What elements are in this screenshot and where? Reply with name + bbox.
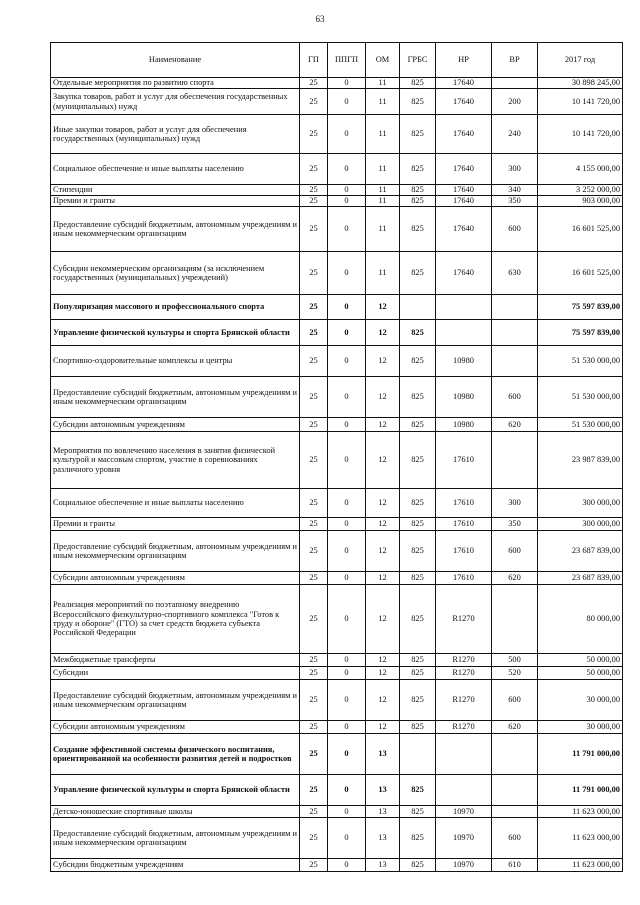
table-row	[51, 721, 623, 734]
cell-np: 17610	[436, 489, 492, 518]
cell-ppgp: 0	[328, 252, 366, 295]
table-row	[51, 489, 623, 518]
table-row	[51, 531, 623, 572]
cell-name: Управление физической культуры и спорта Брянской области	[51, 320, 300, 346]
cell-grbs: 825	[400, 654, 436, 667]
cell-gp: 25	[300, 252, 328, 295]
table-row	[51, 295, 623, 320]
header-om: ОМ	[366, 43, 400, 78]
cell-grbs: 825	[400, 721, 436, 734]
cell-vr	[492, 585, 538, 654]
cell-ppgp: 0	[328, 572, 366, 585]
cell-np: 10980	[436, 346, 492, 377]
cell-name: Спортивно-оздоровительные комплексы и центры	[51, 346, 300, 377]
header-ppgp: ППГП	[328, 43, 366, 78]
cell-om: 11	[366, 154, 400, 185]
cell-gp: 25	[300, 78, 328, 89]
cell-sum: 30 000,00	[538, 721, 623, 734]
cell-name: Популяризация массового и профессионального спорта	[51, 295, 300, 320]
cell-np: 17640	[436, 185, 492, 196]
cell-gp: 25	[300, 154, 328, 185]
cell-gp: 25	[300, 89, 328, 115]
cell-om: 12	[366, 654, 400, 667]
table-row	[51, 806, 623, 818]
cell-np: 17640	[436, 207, 492, 252]
cell-grbs: 825	[400, 252, 436, 295]
cell-om: 12	[366, 667, 400, 680]
cell-name: Премии и гранты	[51, 518, 300, 531]
cell-np: 10970	[436, 859, 492, 872]
cell-ppgp: 0	[328, 295, 366, 320]
cell-grbs: 825	[400, 667, 436, 680]
cell-ppgp: 0	[328, 721, 366, 734]
cell-np: 17640	[436, 89, 492, 115]
cell-vr: 620	[492, 572, 538, 585]
cell-np: 10970	[436, 806, 492, 818]
table-row	[51, 252, 623, 295]
cell-np: R1270	[436, 585, 492, 654]
cell-gp: 25	[300, 418, 328, 432]
cell-name: Предоставление субсидий бюджетным, автономным учреждениям и иным некоммерческим организациям	[51, 207, 300, 252]
header-grbs: ГРБС	[400, 43, 436, 78]
cell-vr: 630	[492, 252, 538, 295]
cell-vr: 200	[492, 89, 538, 115]
cell-ppgp: 0	[328, 78, 366, 89]
cell-gp: 25	[300, 667, 328, 680]
table-row	[51, 734, 623, 775]
header-name: Наименование	[51, 43, 300, 78]
cell-vr: 600	[492, 207, 538, 252]
cell-gp: 25	[300, 432, 328, 489]
cell-np	[436, 734, 492, 775]
cell-grbs: 825	[400, 806, 436, 818]
cell-sum: 16 601 525,00	[538, 252, 623, 295]
cell-om: 12	[366, 585, 400, 654]
table-row	[51, 572, 623, 585]
cell-sum: 51 530 000,00	[538, 418, 623, 432]
cell-np: 17640	[436, 196, 492, 207]
cell-name: Субсидии некоммерческим организациям (за исключением государственных (муниципальных) учреждений)	[51, 252, 300, 295]
cell-om: 13	[366, 818, 400, 859]
cell-np: 17610	[436, 518, 492, 531]
cell-name: Предоставление субсидий бюджетным, автономным учреждениям и иным некоммерческим организациям	[51, 818, 300, 859]
cell-sum: 75 597 839,00	[538, 295, 623, 320]
cell-name: Стипендии	[51, 185, 300, 196]
cell-name: Субсидии	[51, 667, 300, 680]
header-gp: ГП	[300, 43, 328, 78]
cell-np	[436, 320, 492, 346]
cell-om: 11	[366, 78, 400, 89]
cell-sum: 4 155 000,00	[538, 154, 623, 185]
cell-vr	[492, 320, 538, 346]
cell-grbs: 825	[400, 518, 436, 531]
cell-ppgp: 0	[328, 667, 366, 680]
cell-gp: 25	[300, 115, 328, 154]
cell-name: Социальное обеспечение и иные выплаты населению	[51, 489, 300, 518]
cell-om: 12	[366, 531, 400, 572]
cell-om: 12	[366, 377, 400, 418]
table-row	[51, 346, 623, 377]
cell-vr	[492, 432, 538, 489]
header-vr: ВР	[492, 43, 538, 78]
cell-ppgp: 0	[328, 432, 366, 489]
cell-ppgp: 0	[328, 585, 366, 654]
cell-vr	[492, 806, 538, 818]
table-row	[51, 418, 623, 432]
cell-name: Реализация мероприятий по поэтапному внедрению Всероссийского физкультурно-спортивного комплекса "Готов к труду и обороне" (ГТО) за счет средств бюджета субъекта Российской Федерации	[51, 585, 300, 654]
cell-grbs: 825	[400, 320, 436, 346]
cell-name: Создание эффективной системы физического воспитания, ориентированной на особенности развития детей и подростков	[51, 734, 300, 775]
cell-sum: 23 687 839,00	[538, 572, 623, 585]
cell-sum: 50 000,00	[538, 654, 623, 667]
cell-name: Субсидии автономным учреждениям	[51, 721, 300, 734]
cell-sum: 30 000,00	[538, 680, 623, 721]
cell-sum: 11 623 000,00	[538, 806, 623, 818]
cell-vr: 350	[492, 196, 538, 207]
cell-om: 12	[366, 418, 400, 432]
cell-sum: 23 687 839,00	[538, 531, 623, 572]
cell-np: R1270	[436, 680, 492, 721]
cell-om: 11	[366, 89, 400, 115]
cell-grbs: 825	[400, 377, 436, 418]
cell-gp: 25	[300, 531, 328, 572]
cell-ppgp: 0	[328, 489, 366, 518]
cell-gp: 25	[300, 346, 328, 377]
cell-om: 12	[366, 320, 400, 346]
cell-np: 10980	[436, 418, 492, 432]
cell-gp: 25	[300, 585, 328, 654]
cell-np	[436, 775, 492, 806]
cell-gp: 25	[300, 489, 328, 518]
cell-sum: 903 000,00	[538, 196, 623, 207]
cell-np: 17640	[436, 78, 492, 89]
cell-ppgp: 0	[328, 185, 366, 196]
cell-ppgp: 0	[328, 115, 366, 154]
cell-gp: 25	[300, 859, 328, 872]
cell-np: 17640	[436, 115, 492, 154]
table-row	[51, 775, 623, 806]
cell-om: 12	[366, 518, 400, 531]
cell-name: Управление физической культуры и спорта Брянской области	[51, 775, 300, 806]
cell-om: 11	[366, 196, 400, 207]
cell-grbs: 825	[400, 418, 436, 432]
cell-sum: 30 898 245,00	[538, 78, 623, 89]
cell-grbs: 825	[400, 115, 436, 154]
cell-grbs: 825	[400, 489, 436, 518]
cell-ppgp: 0	[328, 654, 366, 667]
cell-ppgp: 0	[328, 680, 366, 721]
cell-vr: 350	[492, 518, 538, 531]
cell-vr: 600	[492, 680, 538, 721]
cell-om: 11	[366, 115, 400, 154]
cell-vr: 300	[492, 489, 538, 518]
cell-ppgp: 0	[328, 806, 366, 818]
cell-name: Отдельные мероприятия по развитию спорта	[51, 78, 300, 89]
cell-grbs: 825	[400, 680, 436, 721]
cell-vr: 600	[492, 531, 538, 572]
cell-grbs: 825	[400, 185, 436, 196]
table-row	[51, 115, 623, 154]
cell-sum: 80 000,00	[538, 585, 623, 654]
cell-ppgp: 0	[328, 775, 366, 806]
cell-ppgp: 0	[328, 377, 366, 418]
cell-vr: 500	[492, 654, 538, 667]
cell-name: Субсидии бюджетным учреждениям	[51, 859, 300, 872]
cell-grbs	[400, 734, 436, 775]
cell-sum: 16 601 525,00	[538, 207, 623, 252]
cell-vr	[492, 346, 538, 377]
cell-ppgp: 0	[328, 196, 366, 207]
cell-grbs: 825	[400, 207, 436, 252]
cell-grbs: 825	[400, 432, 436, 489]
table-row	[51, 196, 623, 207]
cell-ppgp: 0	[328, 818, 366, 859]
cell-ppgp: 0	[328, 346, 366, 377]
cell-gp: 25	[300, 721, 328, 734]
cell-sum: 11 623 000,00	[538, 859, 623, 872]
cell-name: Мероприятия по вовлечению населения в занятия физической культурой и массовым спортом, участие в соревнованиях различного уровня	[51, 432, 300, 489]
cell-vr: 340	[492, 185, 538, 196]
cell-np: 17640	[436, 252, 492, 295]
cell-sum: 51 530 000,00	[538, 377, 623, 418]
cell-np: R1270	[436, 654, 492, 667]
cell-gp: 25	[300, 680, 328, 721]
cell-name: Межбюджетные трансферты	[51, 654, 300, 667]
cell-sum: 10 141 720,00	[538, 115, 623, 154]
cell-vr	[492, 734, 538, 775]
cell-name: Премии и гранты	[51, 196, 300, 207]
cell-sum: 300 000,00	[538, 489, 623, 518]
cell-gp: 25	[300, 775, 328, 806]
cell-om: 12	[366, 721, 400, 734]
cell-np: 10980	[436, 377, 492, 418]
cell-gp: 25	[300, 518, 328, 531]
cell-om: 12	[366, 432, 400, 489]
table-row	[51, 377, 623, 418]
cell-vr	[492, 295, 538, 320]
cell-np	[436, 295, 492, 320]
cell-sum: 10 141 720,00	[538, 89, 623, 115]
cell-om: 11	[366, 252, 400, 295]
cell-om: 12	[366, 346, 400, 377]
cell-ppgp: 0	[328, 734, 366, 775]
cell-sum: 3 252 000,00	[538, 185, 623, 196]
cell-np: 10970	[436, 818, 492, 859]
cell-ppgp: 0	[328, 418, 366, 432]
cell-grbs: 825	[400, 154, 436, 185]
cell-grbs: 825	[400, 818, 436, 859]
cell-ppgp: 0	[328, 207, 366, 252]
table-row	[51, 859, 623, 872]
cell-om: 12	[366, 295, 400, 320]
cell-ppgp: 0	[328, 531, 366, 572]
cell-om: 11	[366, 185, 400, 196]
cell-np: 17610	[436, 531, 492, 572]
cell-ppgp: 0	[328, 154, 366, 185]
cell-ppgp: 0	[328, 518, 366, 531]
cell-vr: 600	[492, 377, 538, 418]
cell-name: Субсидии автономным учреждениям	[51, 418, 300, 432]
cell-om: 12	[366, 572, 400, 585]
table-row	[51, 518, 623, 531]
cell-om: 12	[366, 680, 400, 721]
budget-table	[50, 42, 623, 872]
cell-sum: 11 791 000,00	[538, 775, 623, 806]
cell-name: Закупка товаров, работ и услуг для обеспечения государственных (муниципальных) нужд	[51, 89, 300, 115]
cell-vr: 600	[492, 818, 538, 859]
table-row	[51, 680, 623, 721]
cell-ppgp: 0	[328, 89, 366, 115]
cell-om: 13	[366, 859, 400, 872]
table-row	[51, 78, 623, 89]
cell-grbs: 825	[400, 572, 436, 585]
cell-grbs: 825	[400, 531, 436, 572]
cell-om: 12	[366, 489, 400, 518]
cell-om: 13	[366, 775, 400, 806]
cell-name: Иные закупки товаров, работ и услуг для обеспечения государственных (муниципальных) нужд	[51, 115, 300, 154]
cell-gp: 25	[300, 734, 328, 775]
cell-name: Социальное обеспечение и иные выплаты населению	[51, 154, 300, 185]
cell-name: Детско-юношеские спортивные школы	[51, 806, 300, 818]
cell-np: 17610	[436, 432, 492, 489]
cell-name: Предоставление субсидий бюджетным, автономным учреждениям и иным некоммерческим организациям	[51, 680, 300, 721]
cell-gp: 25	[300, 196, 328, 207]
cell-np: R1270	[436, 721, 492, 734]
cell-vr: 520	[492, 667, 538, 680]
cell-np: 17610	[436, 572, 492, 585]
cell-grbs: 825	[400, 78, 436, 89]
cell-sum: 11 623 000,00	[538, 818, 623, 859]
cell-gp: 25	[300, 207, 328, 252]
cell-gp: 25	[300, 818, 328, 859]
cell-gp: 25	[300, 320, 328, 346]
table-row	[51, 89, 623, 115]
cell-grbs: 825	[400, 196, 436, 207]
cell-vr: 300	[492, 154, 538, 185]
table-row	[51, 185, 623, 196]
cell-grbs: 825	[400, 346, 436, 377]
cell-sum: 11 791 000,00	[538, 734, 623, 775]
cell-np: 17640	[436, 154, 492, 185]
cell-vr: 610	[492, 859, 538, 872]
cell-grbs: 825	[400, 89, 436, 115]
cell-sum: 50 000,00	[538, 667, 623, 680]
table-row	[51, 654, 623, 667]
cell-sum: 51 530 000,00	[538, 346, 623, 377]
cell-gp: 25	[300, 654, 328, 667]
table-row	[51, 154, 623, 185]
table-row	[51, 667, 623, 680]
cell-name: Предоставление субсидий бюджетным, автономным учреждениям и иным некоммерческим организациям	[51, 531, 300, 572]
cell-grbs	[400, 295, 436, 320]
cell-name: Субсидии автономным учреждениям	[51, 572, 300, 585]
cell-om: 13	[366, 806, 400, 818]
cell-gp: 25	[300, 572, 328, 585]
cell-om: 11	[366, 207, 400, 252]
header-sum: 2017 год	[538, 43, 623, 78]
cell-vr: 240	[492, 115, 538, 154]
table-row	[51, 585, 623, 654]
table-row	[51, 320, 623, 346]
cell-vr: 620	[492, 721, 538, 734]
cell-grbs: 825	[400, 775, 436, 806]
cell-sum: 300 000,00	[538, 518, 623, 531]
table-header-row	[51, 43, 623, 78]
table-row	[51, 818, 623, 859]
cell-gp: 25	[300, 295, 328, 320]
cell-gp: 25	[300, 377, 328, 418]
cell-sum: 75 597 839,00	[538, 320, 623, 346]
cell-ppgp: 0	[328, 320, 366, 346]
cell-om: 13	[366, 734, 400, 775]
cell-gp: 25	[300, 185, 328, 196]
table-row	[51, 432, 623, 489]
header-np: НР	[436, 43, 492, 78]
cell-grbs: 825	[400, 859, 436, 872]
cell-ppgp: 0	[328, 859, 366, 872]
cell-grbs: 825	[400, 585, 436, 654]
cell-vr	[492, 78, 538, 89]
cell-sum: 23 987 839,00	[538, 432, 623, 489]
cell-np: R1270	[436, 667, 492, 680]
table-row	[51, 207, 623, 252]
cell-name: Предоставление субсидий бюджетным, автономным учреждениям и иным некоммерческим организациям	[51, 377, 300, 418]
cell-vr: 620	[492, 418, 538, 432]
cell-vr	[492, 775, 538, 806]
page-number: 63	[315, 14, 325, 24]
cell-gp: 25	[300, 806, 328, 818]
table-body	[51, 78, 623, 872]
